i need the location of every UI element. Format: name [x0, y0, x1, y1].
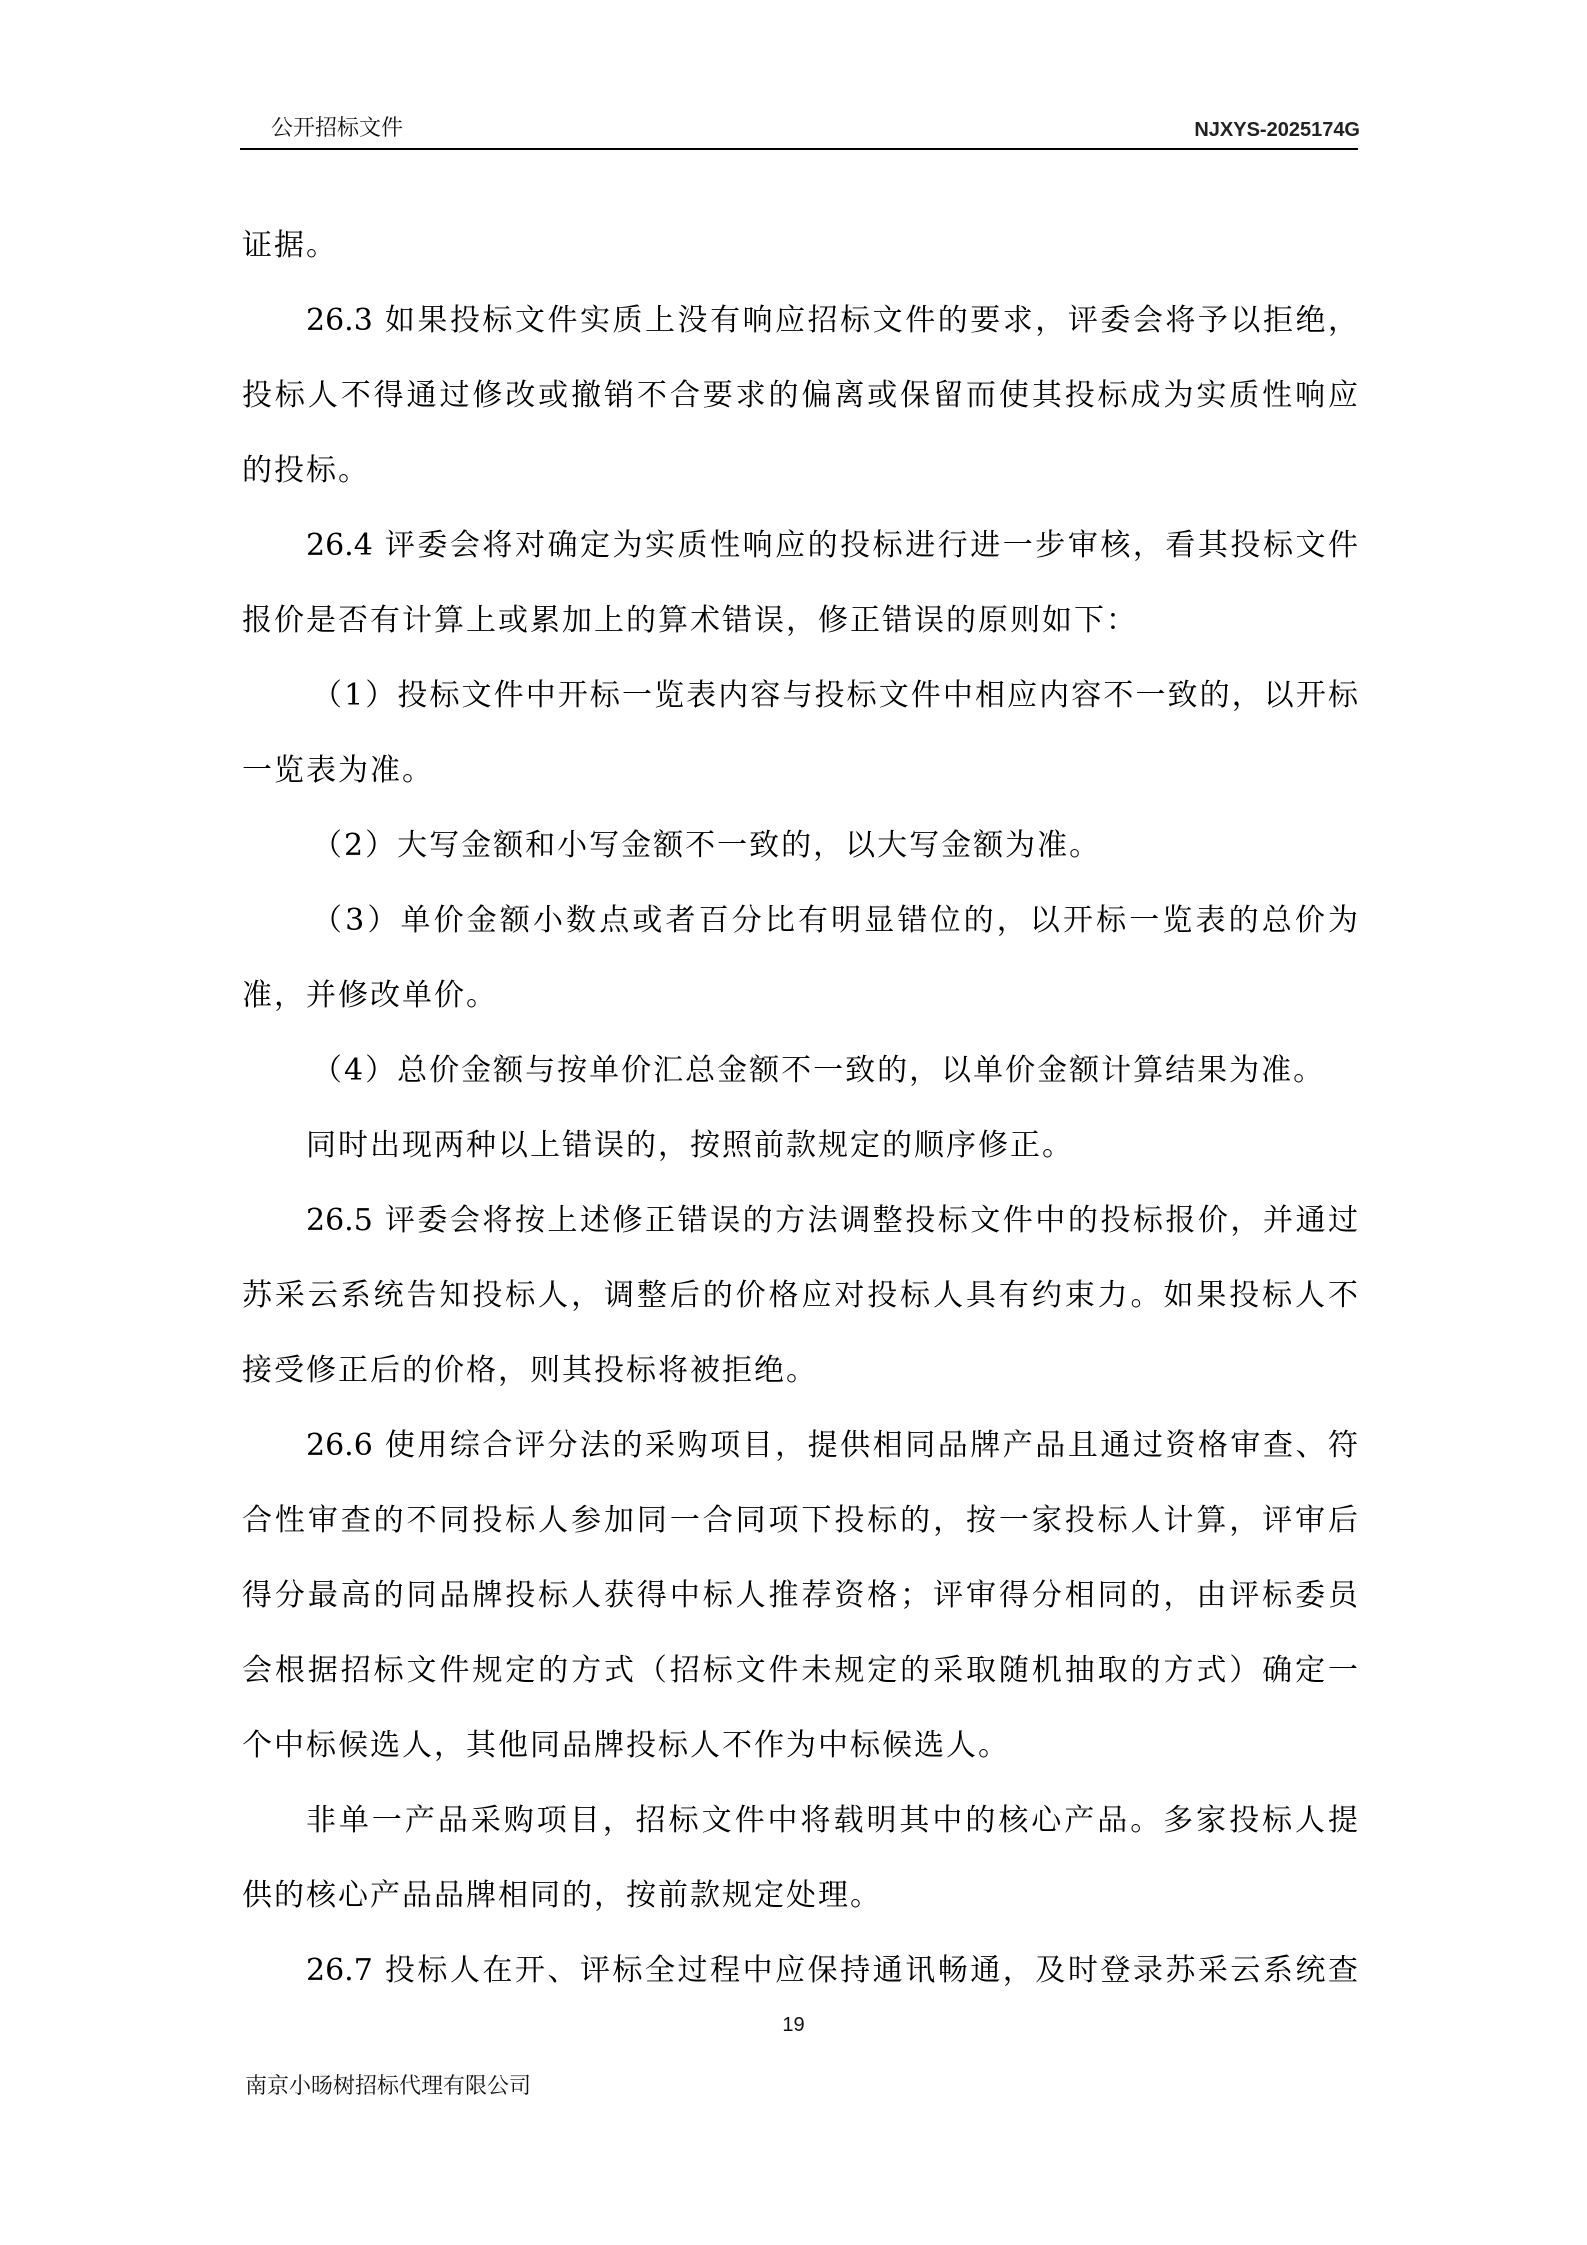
text-line: 得分最高的同品牌投标人获得中标人推荐资格；评审得分相同的，由评标委员 [242, 1578, 1358, 1613]
document-body [242, 208, 1358, 2008]
page-number: 19 [782, 2014, 805, 2036]
text-line: 非单一产品采购项目，招标文件中将载明其中的核心产品。多家投标人提 [306, 1803, 1358, 1838]
header-divider [240, 148, 1358, 150]
text-line: 接受修正后的价格，则其投标将被拒绝。 [242, 1353, 818, 1388]
header-doc-title: 公开招标文件 [271, 116, 404, 141]
text-line: 报价是否有计算上或累加上的算术错误，修正错误的原则如下： [242, 603, 1138, 638]
paragraph-26-4-line: 26.4 评委会将对确定为实质性响应的投标进行进一步审核，看其投标文件 [306, 528, 1358, 563]
text-line: 证据。 [242, 228, 338, 263]
text-line: 的投标。 [242, 453, 370, 488]
paragraph-26-6-line: 26.6 使用综合评分法的采购项目，提供相同品牌产品且通过资格审查、符 [306, 1428, 1358, 1463]
paragraph-26-5-line: 26.5 评委会将按上述修正错误的方法调整投标文件中的投标报价，并通过 [306, 1203, 1358, 1238]
text-line: 苏采云系统告知投标人，调整后的价格应对投标人具有约束力。如果投标人不 [242, 1278, 1358, 1313]
text-line: 一览表为准。 [242, 753, 434, 788]
paragraph-26-7-line: 26.7 投标人在开、评标全过程中应保持通讯畅通，及时登录苏采云系统查 [306, 1953, 1358, 1988]
list-item-1-line: （1）投标文件中开标一览表内容与投标文件中相应内容不一致的，以开标 [312, 678, 1358, 713]
text-line: 个中标候选人，其他同品牌投标人不作为中标候选人。 [242, 1728, 1010, 1763]
list-item-4-line: （4）总价金额与按单价汇总金额不一致的，以单价金额计算结果为准。 [312, 1053, 1326, 1088]
list-item-2-line: （2）大写金额和小写金额不一致的，以大写金额为准。 [312, 828, 1102, 863]
text-line: 会根据招标文件规定的方式（招标文件未规定的采取随机抽取的方式）确定一 [242, 1653, 1358, 1688]
header-doc-code: NJXYS-2025174G [1194, 119, 1360, 141]
paragraph-26-3-line: 26.3 如果投标文件实质上没有响应招标文件的要求，评委会将予以拒绝， [306, 303, 1358, 338]
footer-company-name: 南京小旸树招标代理有限公司 [245, 2074, 532, 2099]
text-line: 合性审查的不同投标人参加同一合同项下投标的，按一家投标人计算，评审后 [242, 1503, 1358, 1538]
text-line: 供的核心产品品牌相同的，按前款规定处理。 [242, 1878, 882, 1913]
list-item-3-line: （3）单价金额小数点或者百分比有明显错位的，以开标一览表的总价为 [312, 903, 1358, 938]
text-line: 同时出现两种以上错误的，按照前款规定的顺序修正。 [306, 1128, 1074, 1163]
text-line: 准，并修改单价。 [242, 978, 498, 1013]
text-line: 投标人不得通过修改或撤销不合要求的偏离或保留而使其投标成为实质性响应 [242, 378, 1358, 413]
